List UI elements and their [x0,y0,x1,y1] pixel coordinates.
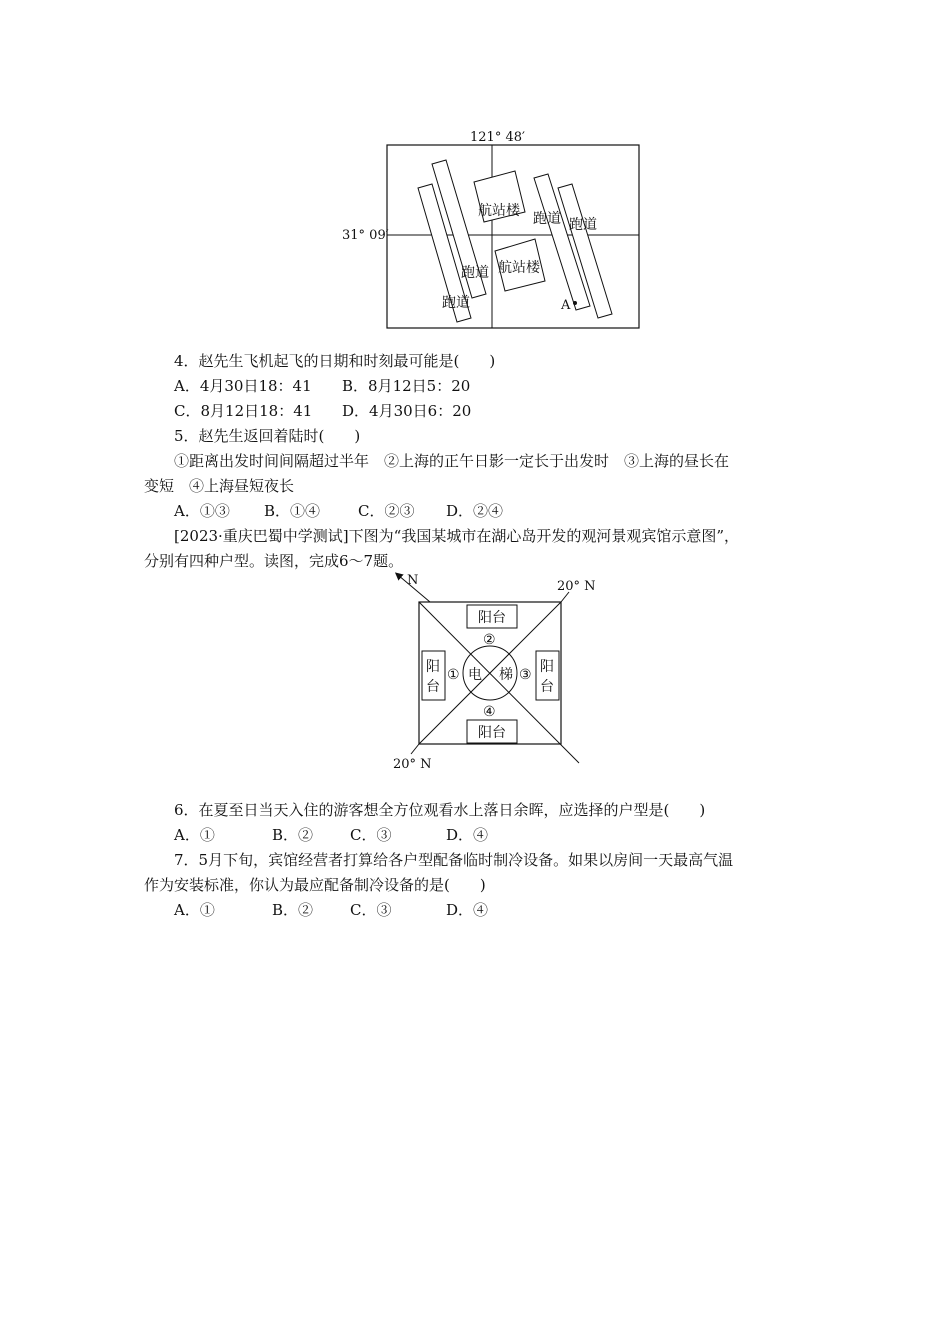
elevator-label-right: 梯 [499,667,513,683]
question-5-stem: 5．赵先生返回着陆时( ) [174,427,361,445]
longitude-label: 121° 48′ [470,130,525,145]
point-a-marker [573,301,577,305]
balcony-left-label-1: 阳 [426,659,440,675]
hotel-map [385,572,615,777]
option-b[interactable]: B．8月12日5：20 [342,377,471,395]
room-number-3: ③ [519,667,532,683]
question-6-stem: 6．在夏至日当天入住的游客想全方位观看水上落日余晖，应选择的户型是( ) [174,801,706,819]
option-a[interactable]: A．①③ [174,502,230,520]
hotel-map-svg [385,572,615,777]
option-b[interactable]: B．② [272,901,314,919]
balcony-left-label-2: 台 [426,679,440,695]
latitude-label-bottom: 20° N [393,757,432,772]
option-c[interactable]: C．②③ [358,502,415,520]
question-5-statements: ①距离出发时间间隔超过半年 ②上海的正午日影一定长于出发时 ③上海的昼长在 [174,452,730,470]
room-number-4: ④ [483,704,496,720]
option-d[interactable]: D．④ [446,826,489,844]
question-5-statements-cont: 变短 ④上海昼短夜长 [144,477,295,495]
option-c[interactable]: C．③ [350,826,392,844]
runway-label: 跑道 [533,211,561,227]
balcony-top-label: 阳台 [478,610,506,626]
north-label: N [407,573,419,588]
option-d[interactable]: D．②④ [446,502,504,520]
latitude-label: 31° 09′ [342,228,389,243]
runway-label: 跑道 [569,217,597,233]
latitude-line-ext-bottom [411,744,419,754]
balcony-right-label-1: 阳 [540,659,554,675]
airport-map-svg [330,120,650,335]
question-7-stem: 7．5月下旬，宾馆经营者打算给各户型配备临时制冷设备。如果以房间一天最高气温 [174,851,734,869]
question-6-7-intro: [2023·重庆巴蜀中学测试]下图为“我国某城市在湖心岛开发的观河景观宾馆示意图”， [174,527,739,545]
runway-label: 跑道 [461,265,489,281]
airport-map [330,120,650,335]
question-6-7-intro-cont: 分别有四种户型。读图，完成6～7题。 [144,552,404,570]
question-4-stem: 4．赵先生飞机起飞的日期和时刻最可能是( ) [174,352,496,370]
option-a[interactable]: A．① [174,901,215,919]
point-a-label: A [561,298,571,313]
option-c[interactable]: C．③ [350,901,392,919]
terminal-label: 航站楼 [498,260,540,276]
balcony-bottom-label: 阳台 [478,725,506,741]
elevator-label-left: 电 [468,667,482,683]
option-d[interactable]: D．4月30日6：20 [342,402,472,420]
option-a[interactable]: A．① [174,826,215,844]
room-number-2: ② [483,632,496,648]
question-7-stem-cont: 作为安装标准，你认为最应配备制冷设备的是( ) [144,876,486,894]
option-a[interactable]: A．4月30日18：41 [174,377,312,395]
option-c[interactable]: C．8月12日18：41 [174,402,313,420]
option-b[interactable]: B．①④ [264,502,321,520]
room-number-1: ① [447,667,460,683]
terminal-label: 航站楼 [478,203,520,219]
option-d[interactable]: D．④ [446,901,489,919]
runway-label: 跑道 [442,295,470,311]
balcony-right-label-2: 台 [540,679,554,695]
latitude-label-top: 20° N [557,579,596,594]
option-b[interactable]: B．② [272,826,314,844]
